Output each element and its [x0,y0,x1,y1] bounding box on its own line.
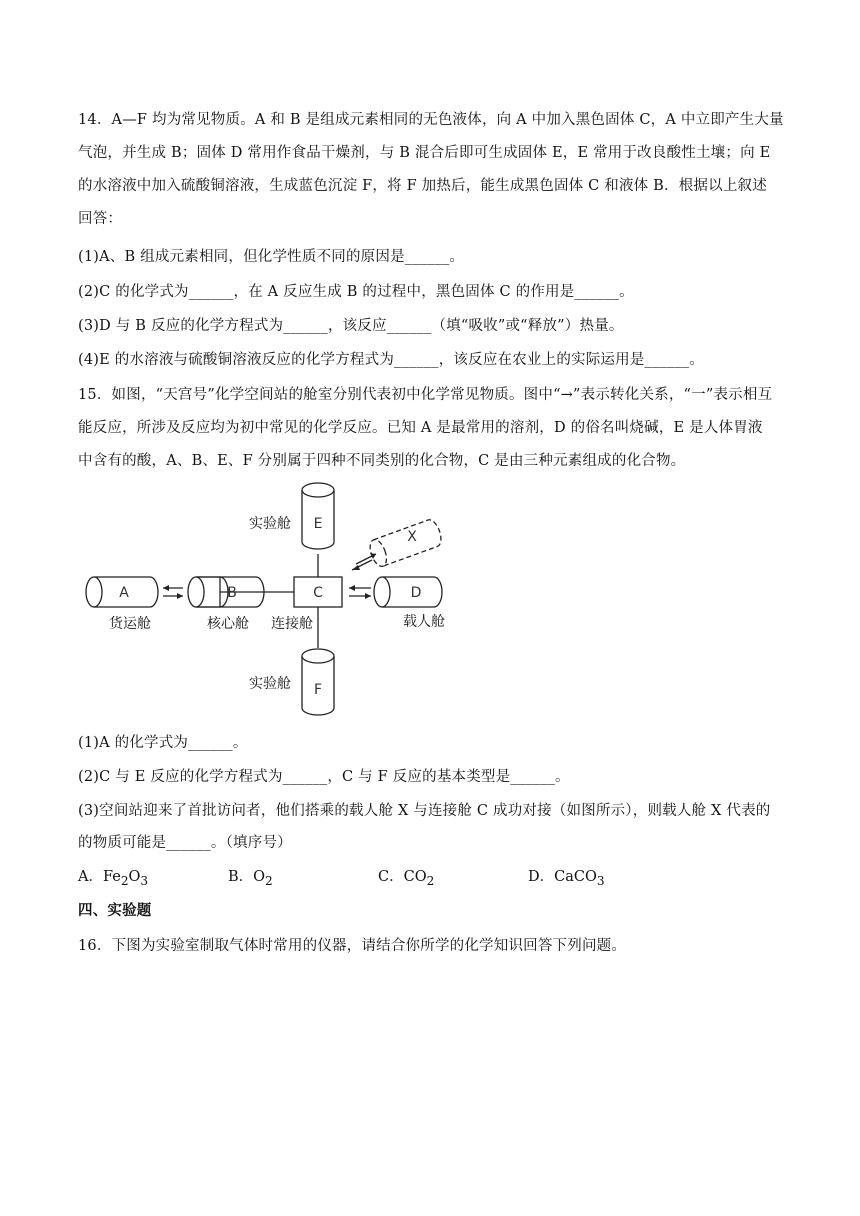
q15-sub-2: (2)C 与 E 反应的化学方程式为______，C 与 F 反应的基本类型是______。 [78,769,570,785]
label-f: F [313,682,323,698]
choice-a: A．$Fe_2O_3$ [78,869,149,888]
choice-d: D．CaCO$_3$ [528,869,605,888]
label-e: E [313,516,323,532]
q14-sub-1: (1)A、B 组成元素相同，但化学性质不同的原因是______。 [78,249,465,265]
choice-c: C．$CO_2$ [378,869,435,888]
space-station-diagram [84,478,456,722]
q16-line-1: 16．下图为实验室制取气体时常用的仪器，请结合你所学的化学知识回答下列问题。 [78,938,627,954]
q15-sub-3: (3)空间站迎来了首批访问者，他们搭乘的载人舱 X 与连接舱 C 成功对接（如图所示），则载人舱 X 代表的 [78,803,771,819]
q15-sub-1: (1)A 的化学式为______。 [78,735,248,751]
q14-line-2: 气泡，并生成 B；固体 D 常用作食品干燥剂，与 B 混合后即可生成固体 E，E 常用于改良酸性土壤；向 E [78,145,771,161]
choice-b: B．$O_2$ [228,869,273,888]
label-d: D [410,585,422,601]
q14-line-1: 14．A—F 均为常见物质。A 和 B 是组成元素相同的无色液体，向 A 中加入黑色固体 C，A 中立即产生大量 [78,112,784,128]
label-lab-top: 实验舱 [249,516,291,532]
q14-sub-3: (3)D 与 B 反应的化学方程式为______，该反应______（填“吸收”或“释放”）热量。 [78,318,624,334]
label-lab-bottom: 实验舱 [249,676,291,692]
label-b: B [227,585,237,601]
q15-line-1: 15．如图，“天宫号”化学空间站的舱室分别代表初中化学常见物质。图中“→”表示转化关系，“一”表示相互 [78,387,773,403]
q14-line-3: 的水溶液中加入硫酸铜溶液，生成蓝色沉淀 F，将 F 加热后，能生成黑色固体 C 和液体 B．根据以上叙述 [78,178,767,194]
section-title: 四、实验题 [78,902,152,919]
label-node: 连接舱 [271,616,313,632]
q15-sub-4: 的物质可能是______。（填序号） [78,835,292,851]
q14-line-4: 回答： [78,211,123,227]
label-c: C [313,585,323,601]
label-cargo: 货运舱 [109,616,151,632]
module-x [367,518,444,569]
label-crew: 载人舱 [403,614,445,630]
q15-line-3: 中含有的酸，A、B、E、F 分别属于四种不同类别的化合物，C 是由三种元素组成的化合物。 [78,453,686,469]
label-core: 核心舱 [207,616,249,632]
q15-line-2: 能反应，所涉及反应均为初中常见的化学反应。已知 A 是最常用的溶剂，D 的俗名叫烧碱，E 是人体胃液 [78,420,763,436]
label-x: X [407,529,417,545]
module-d [374,577,442,607]
q14-sub-2: (2)C 的化学式为______，在 A 反应生成 B 的过程中，黑色固体 C 的作用是______。 [78,284,634,300]
label-a: A [119,585,129,601]
q14-sub-4: (4)E 的水溶液与硫酸铜溶液反应的化学方程式为______，该反应在农业上的实际运用是______。 [78,352,704,368]
